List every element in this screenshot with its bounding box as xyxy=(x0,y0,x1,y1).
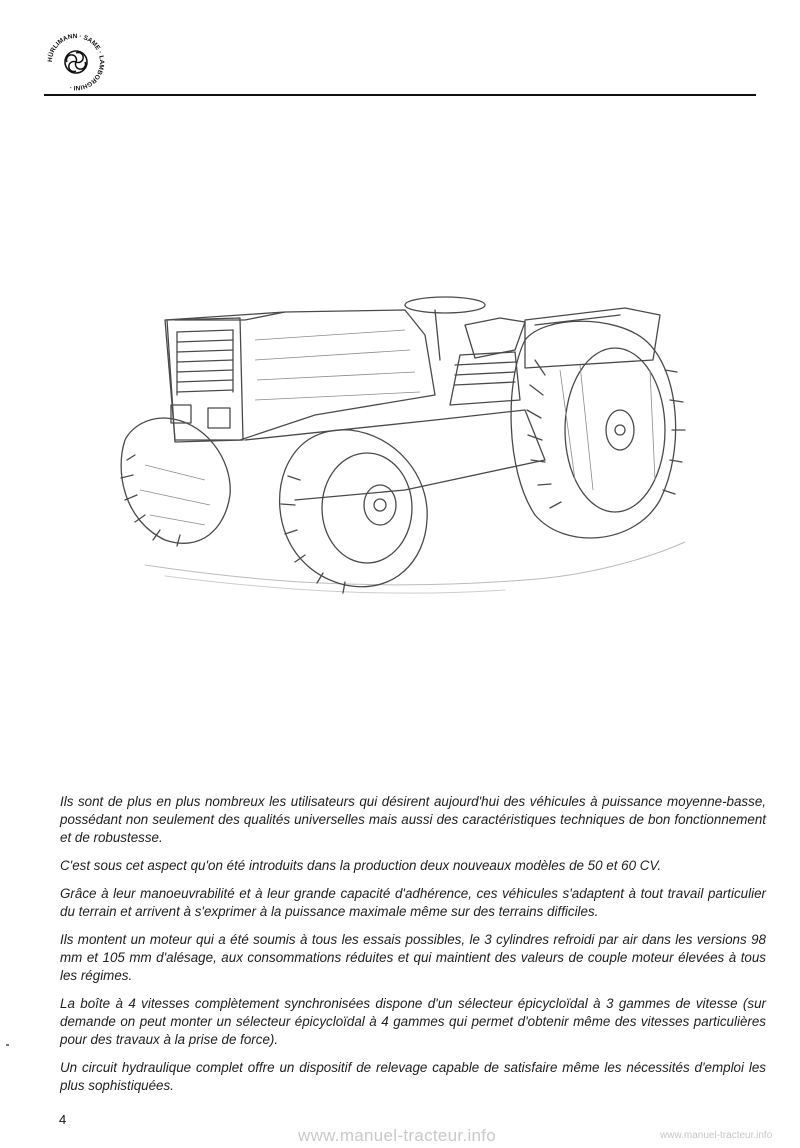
watermark-center: www.manuel-tracteur.info xyxy=(298,1126,497,1145)
paragraph-gearbox: La boîte à 4 vitesses complètement synchronisées dispone d'un sélecteur épicycloïdal à 3 gammes de vitesse (sur demande on peut monter un sélecteur épicycloïdal à 4 gammes qui permet d'obtenir même des vitesses particulières pour des travaux à la prise de force). xyxy=(60,996,766,1047)
paragraph-engine: Ils montent un moteur qui a été soumis à tous les essais possibles, le 3 cylindres refroidi par air dans les versions 98 mm et 105 mm d'alésage, aux consommations réduites et qui maintient des valeurs de couple moteur élevées à tous les régimes. xyxy=(60,932,766,983)
paragraph-maneuverability: Grâce à leur manoeuvrabilité et à leur grande capacité d'adhérence, ces véhicules s'adaptent à tout travail particulier du terrain et arrivent à s'exprimer à la puissance maximale même sur des terrains difficiles. xyxy=(60,886,766,919)
paragraph-hydraulics: Un circuit hydraulique complet offre un dispositif de relevage capable de satisfaire même les nécessités d'emploi les plus sophistiquées. xyxy=(60,1060,766,1093)
tractor-sketch-icon xyxy=(105,280,705,610)
scan-speck xyxy=(6,1044,9,1046)
watermark-right: www.manuel-tracteur.info xyxy=(660,1130,773,1141)
body-text xyxy=(60,793,766,1105)
paragraph-intro: Ils sont de plus en plus nombreux les utilisateurs qui désirent aujourd'hui des véhicules à puissance moyenne-basse, possédant non seulement des qualités universelles mais aussi des caractéristiques techniques de bon fonctionnement et de robustesse. xyxy=(60,794,766,845)
svg-text:HÜRLIMANN · SAME · LAMBORGHINI: HÜRLIMANN · SAME · LAMBORGHINI · xyxy=(46,32,106,92)
hurlimann-same-lamborghini-logo-icon xyxy=(44,30,108,94)
page-number: 4 xyxy=(59,1112,67,1127)
paragraph-models: C'est sous cet aspect qu'on été introduits dans la production deux nouveaux modèles de 50 et 60 CV. xyxy=(60,858,662,873)
header-rule xyxy=(44,94,756,96)
